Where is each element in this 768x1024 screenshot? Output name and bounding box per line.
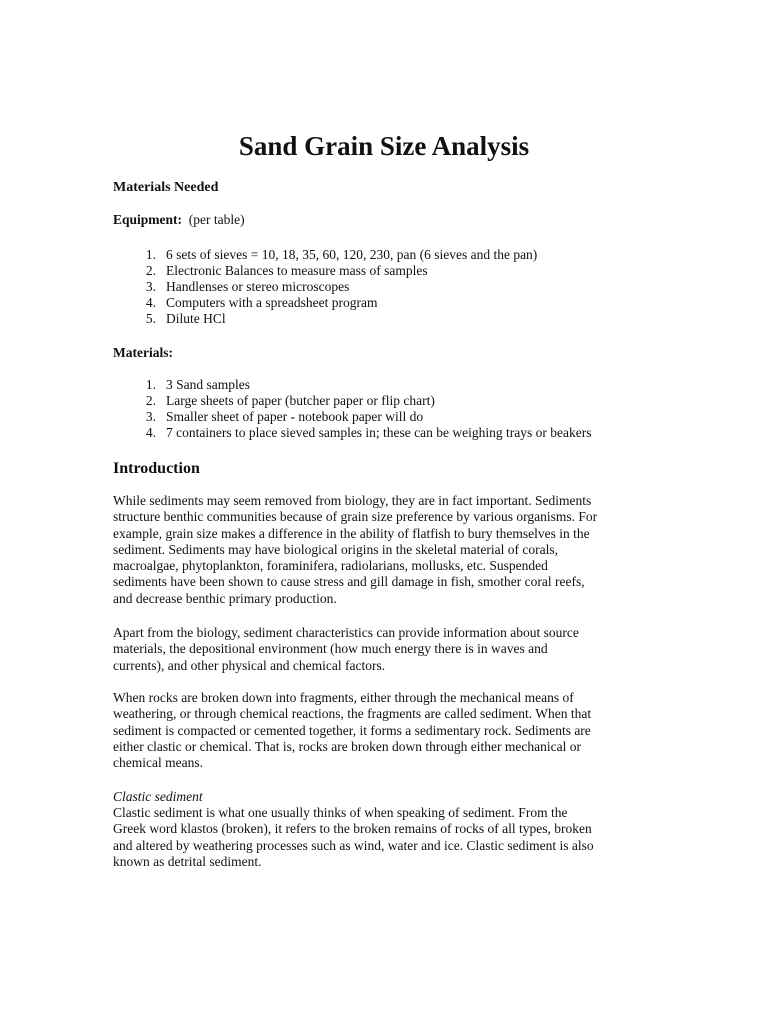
document-title: Sand Grain Size Analysis xyxy=(238,131,530,161)
clastic-sediment-paragraph: Clastic sediment is what one usually thinks of when speaking of sediment. From the Greek word klastos (broken), it refers to the broken remains of rocks of all types, broken and altered by weathering processes such as wind, water and ice. Clastic sediment is also known as detrital sediment. xyxy=(113,805,594,869)
list-item-number: 3. xyxy=(145,409,156,424)
list-item-number: 1. xyxy=(145,247,156,262)
materials-list xyxy=(113,377,591,441)
introduction-heading: Introduction xyxy=(113,460,200,477)
list-item xyxy=(113,279,537,295)
clastic-sediment-heading: Clastic sediment xyxy=(113,789,203,804)
list-item xyxy=(113,393,591,409)
list-item-text: Smaller sheet of paper - notebook paper will do xyxy=(166,409,424,424)
list-item-text: 6 sets of sieves = 10, 18, 35, 60, 120, 230, pan (6 sieves and the pan) xyxy=(166,247,538,262)
list-item-text: 3 Sand samples xyxy=(166,377,250,392)
list-item xyxy=(113,377,591,393)
list-item-number: 5. xyxy=(145,311,156,326)
list-item-text: 7 containers to place sieved samples in; these can be weighing trays or beakers xyxy=(166,425,592,440)
list-item-text: Dilute HCl xyxy=(166,311,226,326)
list-item-number: 2. xyxy=(145,263,156,278)
equipment-list xyxy=(113,247,537,327)
materials-heading: Materials: xyxy=(113,345,173,360)
list-item-text: Electronic Balances to measure mass of samples xyxy=(166,263,428,278)
list-item-number: 4. xyxy=(145,295,156,310)
list-item xyxy=(113,311,537,327)
introduction-paragraph: Apart from the biology, sediment characteristics can provide information about source materials, the depositional environment (how much energy there is in waves and currents), and other physical and chemical factors. xyxy=(113,625,579,673)
list-item xyxy=(113,295,537,311)
list-item xyxy=(113,263,537,279)
list-item-text: Handlenses or stereo microscopes xyxy=(166,279,350,294)
equipment-label: Equipment: xyxy=(113,212,183,227)
list-item-number: 2. xyxy=(145,393,156,408)
materials-needed-heading: Materials Needed xyxy=(113,180,219,195)
list-item-text: Computers with a spreadsheet program xyxy=(166,295,378,310)
list-item xyxy=(113,425,591,441)
introduction-paragraph: When rocks are broken down into fragments, either through the mechanical means of weathering, or through chemical reactions, the fragments are called sediment. When that sediment is compacted or cemented together, it forms a sedimentary rock. Sediments are either clastic or chemical. That is, rocks are broken down through either mechanical or chemical means. xyxy=(113,690,592,771)
list-item xyxy=(113,247,537,263)
equipment-label-line xyxy=(113,212,245,228)
list-item-number: 1. xyxy=(145,377,156,392)
list-item-text: Large sheets of paper (butcher paper or flip chart) xyxy=(166,393,435,408)
list-item-number: 3. xyxy=(145,279,156,294)
list-item-number: 4. xyxy=(145,425,156,440)
list-item xyxy=(113,409,591,425)
introduction-paragraph: While sediments may seem removed from biology, they are in fact important. Sediments structure benthic communities because of grain size preference by various organisms. For example, grain size makes a difference in the ability of flatfish to bury themselves in the sediment. Sediments may have biological origins in the skeletal material of corals, macroalgae, phytoplankton, foraminifera, radiolarians, mollusks, etc. Suspended sediments have been shown to cause stress and gill damage in fish, smother coral reefs, and decrease benthic primary production. xyxy=(113,493,598,606)
equipment-note: (per table) xyxy=(188,212,245,227)
